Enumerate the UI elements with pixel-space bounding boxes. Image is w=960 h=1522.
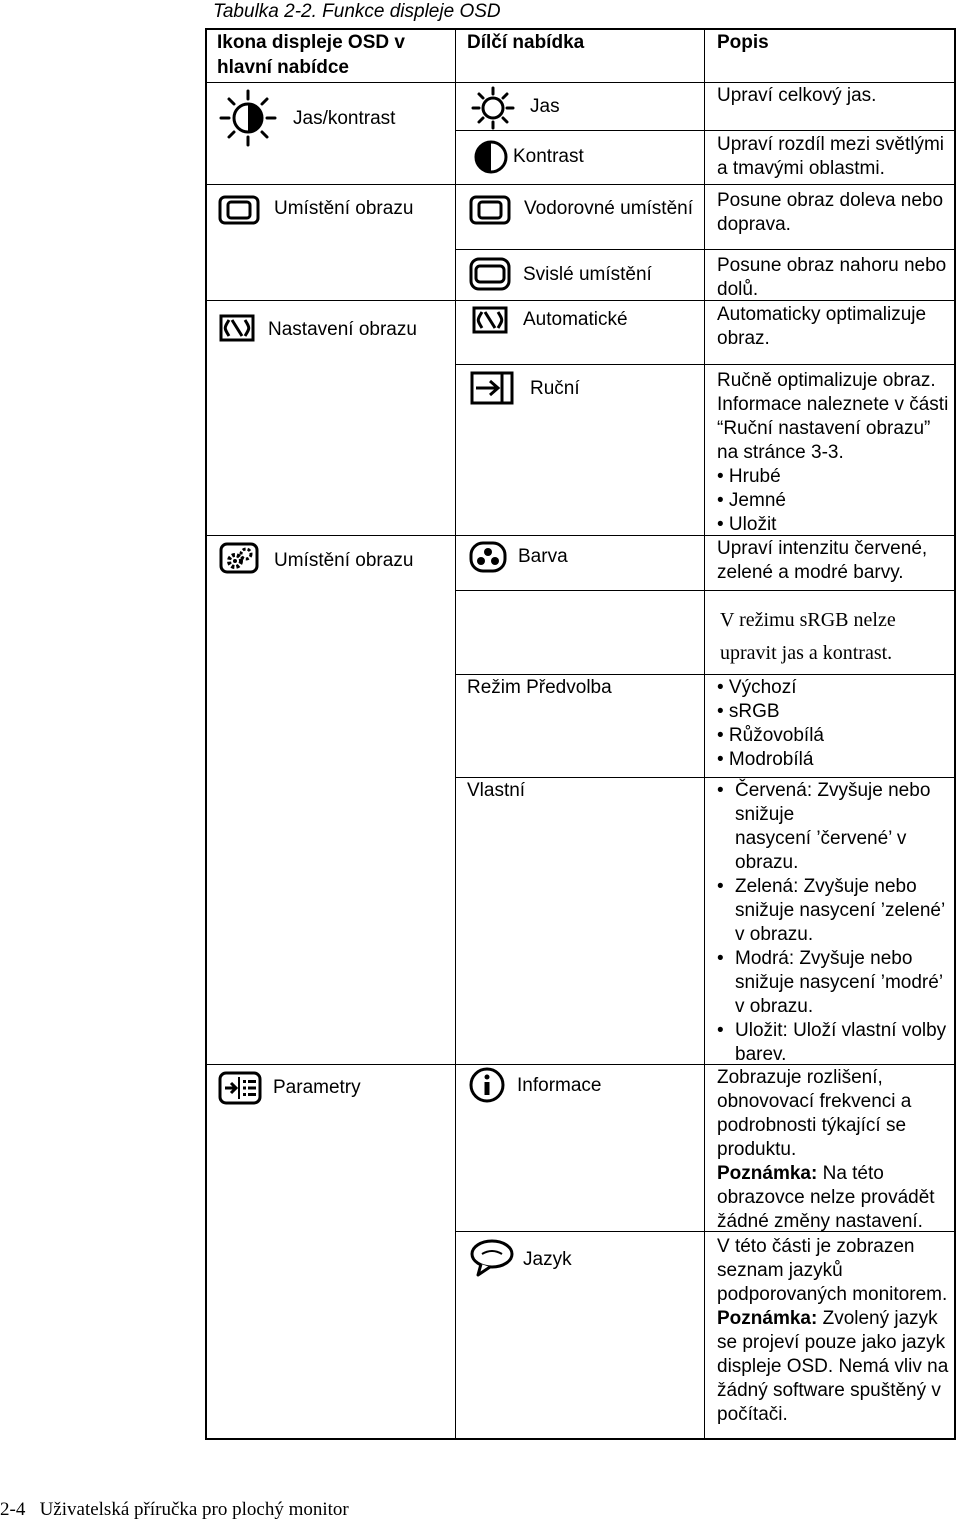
jazyk-note-1: Zvolený jazyk — [817, 1308, 938, 1329]
table-caption: Tabulka 2-2. Funkce displeje OSD — [213, 1, 501, 22]
monitor-auto-icon — [471, 305, 509, 335]
desc-vlastni-bullet-4: • — [717, 1020, 724, 1041]
desc-vlastni-14: Uložit: Uloží vlastní volby — [735, 1020, 947, 1041]
desc-vlastni-3: nasycení ’červené’ v — [735, 828, 907, 849]
desc-automaticke-1: Automaticky optimalizuje — [717, 304, 927, 325]
row-separator — [455, 777, 956, 778]
table-border-right — [954, 28, 956, 1440]
row-separator — [205, 82, 956, 83]
desc-svisle-2: dolů. — [717, 279, 759, 300]
header-col1-line2: hlavní nabídce — [217, 57, 349, 78]
menu-umisteni-obrazu-2: Umístění obrazu — [274, 550, 414, 571]
informace-note-line-1 — [717, 1162, 884, 1186]
submenu-rucni: Ruční — [530, 378, 580, 399]
gear-icon — [219, 542, 259, 574]
submenu-vlastni: Vlastní — [467, 780, 526, 801]
row-separator — [205, 300, 956, 301]
desc-vlastni-11: snižuje nasycení ’modré’ — [735, 972, 944, 993]
desc-jazyk-0: V této části je zobrazen — [717, 1236, 915, 1257]
srgb-note-2: upravit jas a kontrast. — [720, 642, 893, 664]
menu-jas-kontrast: Jas/kontrast — [293, 108, 396, 129]
jazyk-note-rest-3: počítači. — [717, 1404, 788, 1425]
speech-bubble-icon — [469, 1238, 515, 1278]
informace-note-3: žádné změny nastavení. — [717, 1211, 923, 1232]
brightness-icon — [219, 89, 277, 147]
desc-barva-1: Upraví intenzitu červené, — [717, 538, 928, 559]
menu-parametry: Parametry — [273, 1077, 361, 1098]
row-separator — [205, 184, 956, 185]
monitor-horizontal-icon — [469, 195, 511, 225]
page-footer: 2-4 Uživatelská příručka pro plochý monitor — [0, 1499, 349, 1520]
jazyk-note-rest-1: displeje OSD. Nemá vliv na — [717, 1356, 949, 1377]
note-label: Poznámka: — [717, 1163, 818, 1184]
desc-rezim-1: • sRGB — [717, 701, 780, 722]
row-separator — [455, 130, 956, 131]
desc-rezim-0: • Výchozí — [717, 677, 797, 698]
sun-icon — [471, 86, 515, 130]
menu-umisteni-obrazu: Umístění obrazu — [274, 198, 414, 219]
submenu-informace: Informace — [517, 1075, 602, 1096]
submenu-jas: Jas — [530, 96, 560, 117]
table-border-left — [205, 28, 207, 1440]
desc-vodorovne-1: Posune obraz doleva nebo — [717, 190, 944, 211]
submenu-kontrast: Kontrast — [513, 146, 584, 167]
desc-rucni-0: Ručně optimalizuje obraz. — [717, 370, 936, 391]
row-separator — [455, 364, 956, 365]
desc-vlastni-4: obrazu. — [735, 852, 799, 873]
desc-jas: Upraví celkový jas. — [717, 85, 877, 106]
desc-rucni-1: Informace naleznete v části — [717, 394, 949, 415]
informace-note-2: obrazovce nelze provádět — [717, 1187, 935, 1208]
row-separator — [205, 535, 956, 536]
desc-vlastni-2: snižuje — [735, 804, 795, 825]
informace-note-1: Na této — [817, 1163, 884, 1184]
column-divider-1 — [455, 28, 456, 1440]
submenu-automaticke: Automatické — [523, 309, 628, 330]
desc-rucni-2: “Ruční nastavení obrazu” — [717, 418, 931, 439]
desc-vlastni-15: barev. — [735, 1044, 787, 1065]
jazyk-note-line-1 — [717, 1307, 938, 1331]
menu-nastaveni-obrazu: Nastavení obrazu — [268, 319, 417, 340]
header-col3: Popis — [717, 32, 769, 53]
note-label: Poznámka: — [717, 1308, 818, 1329]
jazyk-note-rest-2: žádný software spuštěný v — [717, 1380, 941, 1401]
column-divider-2 — [704, 28, 705, 1440]
desc-rucni-3: na stránce 3-3. — [717, 442, 844, 463]
desc-vlastni-1: Červená: Zvyšuje nebo — [735, 780, 931, 801]
desc-rezim-2: • Růžovobílá — [717, 725, 824, 746]
desc-vlastni-6: Zelená: Zvyšuje nebo — [735, 876, 917, 897]
monitor-auto-icon — [218, 313, 256, 343]
desc-automaticke-2: obraz. — [717, 328, 770, 349]
desc-rucni-6: • Uložit — [717, 514, 777, 535]
desc-vlastni-bullet-2: • — [717, 876, 724, 897]
desc-vlastni-bullet-3: • — [717, 948, 724, 969]
info-icon — [468, 1066, 506, 1104]
submenu-svisle: Svislé umístění — [523, 264, 652, 285]
submenu-vodorovne: Vodorovné umístění — [524, 198, 693, 219]
monitor-vertical-icon — [469, 257, 511, 291]
desc-kontrast-1: Upraví rozdíl mezi světlými — [717, 134, 944, 155]
desc-barva-2: zelené a modré barvy. — [717, 562, 904, 583]
jazyk-note-rest-0: se projeví pouze jako jazyk — [717, 1332, 946, 1353]
desc-jazyk-1: seznam jazyků — [717, 1260, 843, 1281]
row-separator — [455, 249, 956, 250]
contrast-icon — [473, 139, 509, 175]
row-separator — [455, 674, 956, 675]
header-col1-line1: Ikona displeje OSD v — [217, 32, 405, 53]
row-separator — [455, 590, 956, 591]
submenu-barva: Barva — [518, 546, 568, 567]
desc-vlastni-8: v obrazu. — [735, 924, 814, 945]
desc-kontrast-2: a tmavými oblastmi. — [717, 158, 885, 179]
submenu-jazyk: Jazyk — [523, 1249, 572, 1270]
srgb-note-1: V režimu sRGB nelze — [720, 609, 896, 631]
desc-vlastni-7: snižuje nasycení ’zelené’ — [735, 900, 946, 921]
options-icon — [218, 1071, 262, 1105]
desc-informace-3: produktu. — [717, 1139, 797, 1160]
table-border-top — [205, 28, 956, 30]
table-border-bottom — [205, 1438, 956, 1440]
desc-rezim-3: • Modrobílá — [717, 749, 814, 770]
desc-rucni-5: • Jemné — [717, 490, 786, 511]
desc-vodorovne-2: doprava. — [717, 214, 791, 235]
desc-vlastni-12: v obrazu. — [735, 996, 814, 1017]
desc-informace-1: obnovovací frekvenci a — [717, 1091, 912, 1112]
submenu-rezim-predvolba: Režim Předvolba — [467, 677, 612, 698]
desc-informace-2: podrobnosti týkající se — [717, 1115, 907, 1136]
desc-svisle-1: Posune obraz nahoru nebo — [717, 255, 947, 276]
color-icon — [469, 541, 507, 573]
desc-vlastni-bullet-1: • — [717, 780, 724, 801]
desc-jazyk-2: podporovaných monitorem. — [717, 1284, 948, 1305]
row-separator — [205, 1064, 956, 1065]
manual-icon — [468, 370, 516, 406]
desc-vlastni-10: Modrá: Zvyšuje nebo — [735, 948, 913, 969]
desc-informace-0: Zobrazuje rozlišení, — [717, 1067, 883, 1088]
header-col2: Dílčí nabídka — [467, 32, 585, 53]
monitor-icon — [218, 195, 260, 225]
desc-rucni-4: • Hrubé — [717, 466, 781, 487]
